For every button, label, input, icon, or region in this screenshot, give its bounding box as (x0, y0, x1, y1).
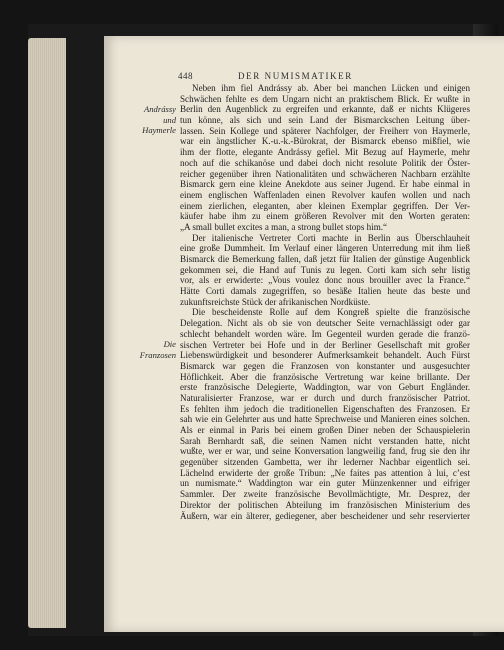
text-line: Neben ihm fiel Andrássy ab. Aber bei manchen Lücken und einigen (192, 83, 470, 93)
running-header (178, 71, 504, 83)
text-line: Sarah Bernhardt saß, die seinen Namen nicht verstanden hatte, nicht (180, 435, 470, 446)
text-line: einem zierlichen, eleganten, aber kleinen Exemplar gegriffen. Der Ver- (180, 200, 470, 211)
text-line: un numismate.“ Waddington war ein guter Münzenkenner und eifriger (180, 478, 470, 489)
margin-note-line: Andrássy (144, 104, 176, 114)
text-line: einem englischen Waffenladen einen Revolver kaufen wollen und nach (180, 189, 470, 200)
text-line: Als er einmal in Paris bei einem großen Diner neben der Schauspielerin (180, 425, 470, 435)
text-line: käufer habe ihm zu einem größeren Revolver mit den Worten geraten: (180, 211, 470, 222)
body-text (180, 83, 470, 521)
text-line: schlecht behandelt worden wäre. Im Gegenteil wurden gerade die franzö- (180, 328, 470, 339)
text-line: Es fehlten ihm jedoch die traditionellen Eigenschaften des Franzosen. Er (180, 403, 470, 414)
text-line: Lächelnd erwiderte der große Tribun: „Ne faites pas attention à lui, c’est (180, 467, 470, 478)
running-title: DER NUMISMATIKER (238, 71, 353, 81)
text-line: reicher gegenüber ihren Nationalitäten und schwächeren Nachbarn erzählte (180, 168, 470, 179)
margin-note-line: und (163, 114, 176, 125)
page-number: 448 (178, 71, 193, 81)
margin-note-line: Haymerle (142, 125, 176, 136)
text-line: war ein ängstlicher K.-u.-k.-Bürokrat, der Bismarck ebenso mißfiel, wie (180, 136, 470, 147)
margin-note-line: Die (163, 339, 176, 349)
text-line: Die bescheidenste Rolle auf dem Kongreß spielte die französische (192, 307, 470, 318)
text-line: Bismarck gern eine kleine Anekdote aus seiner Jugend. Er habe einmal in (180, 179, 470, 190)
text-line: Sammler. Der zweite französische Bevollmächtigte, Mr. Desprez, der (180, 489, 470, 500)
text-line: Der italienische Vertreter Corti machte in Berlin aus Überschlauheit (192, 232, 470, 243)
text-line: Hätte Corti damals zugegriffen, so besäße Italien heute das beste und (180, 286, 470, 297)
text-line: Delegation. Nicht als ob sie von deutscher Seite vernachlässigt oder gar (180, 318, 470, 329)
text-line: Berlin den Augenblick zu ergreifen und erkannte, daß er nichts Klügeres (180, 104, 470, 115)
text-line: Höflichkeit. Aber die französische Vertretung war keine brillante. Der (180, 371, 470, 382)
text-line: erste französische Delegierte, Waddington, war von Geburt Engländer. (180, 382, 470, 393)
text-line: lassen. Sein Kollege und späterer Nachfolger, der Freiherr von Haymerle, (180, 125, 470, 136)
margin-note-andrassy (120, 104, 176, 136)
text-line: Schwächen fehlte es dem Ungarn nicht an praktischem Blick. Er wußte in (180, 93, 470, 104)
text-line: sischen Vertreter bei Hofe und in der Berliner Gesellschaft mit großer (180, 339, 470, 350)
text-line: Bismarck die Bemerkung fallen, daß jetzt für Italien der günstige Augenblick (180, 254, 470, 264)
margin-note-franzosen (120, 339, 176, 360)
text-line: zukunftsreichste Stück der afrikanischen Nordküste. (180, 296, 371, 307)
text-line: vor, als er erwiderte: „Vous voulez donc nous brouiller avec la France.“ (180, 275, 470, 286)
text-line: Naturalisierter Franzose, war er durch und durch französischer Patriot. (180, 392, 470, 403)
text-line: ihm der flotte, elegante Andrássy gefiel. Mit Bezug auf Haymerle, mehr (180, 147, 470, 158)
text-line: Äußern, war ein älterer, gediegener, aber bescheidener und sehr reservierter (180, 510, 470, 521)
text-line: gegenüber sitzenden Gambetta, wer ihr lederner Nachbar eigentlich sei. (180, 457, 470, 468)
text-line: tun könne, als sich und sein Land der Bismarckschen Leitung über- (180, 115, 470, 126)
text-line: Bismarck war gegen die Franzosen von konstanter und ausgesuchter (180, 360, 470, 371)
page-stack-edge (28, 38, 66, 628)
text-line: „A small bullet excites a man, a strong bullet stops him.“ (180, 221, 388, 232)
text-line: Direktor der politischen Abteilung im französischen Ministerium des (180, 499, 470, 510)
text-line: gekommen sei, die Hand auf Tunis zu legen. Corti kam sich sehr listig (180, 264, 470, 275)
text-line: sah wie ein Gelehrter aus und hatte Sprechweise und Manieren eines solchen. (180, 414, 470, 425)
text-line: wußte, wer er war, und seine Konversation langweilig fand, frug sie den ihr (180, 446, 470, 457)
text-line: noch auf die schikanöse und dabei doch nicht resolute Politik der Öster- (180, 157, 470, 168)
margin-note-line: Franzosen (139, 349, 176, 360)
text-line: Liebenswürdigkeit und besonderer Aufmerksamkeit behandelt. Auch Fürst (180, 350, 470, 361)
text-line: eine große Dummheit. Im Verlauf einer längeren Unterredung mit ihm ließ (180, 243, 470, 254)
